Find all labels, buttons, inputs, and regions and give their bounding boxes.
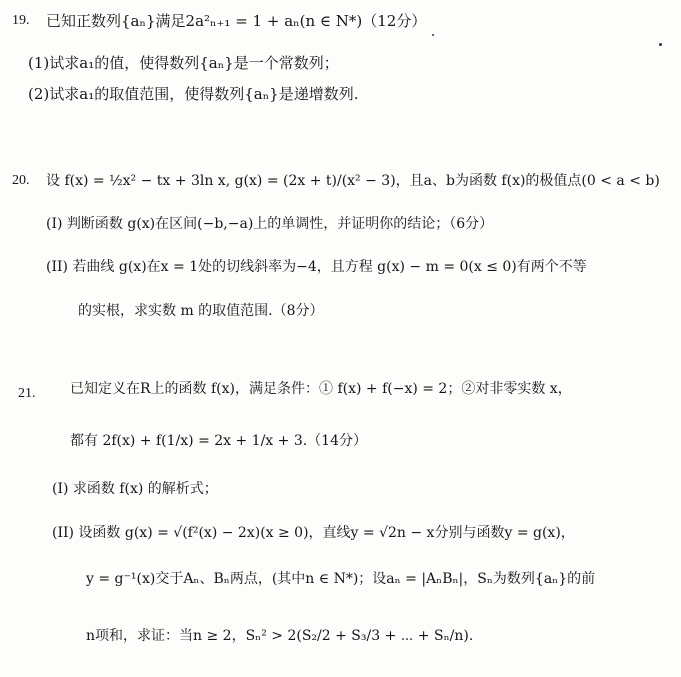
scan-speck [432,34,434,36]
q20-part1: (I) 判断函数 g(x)在区间(−b,−a)上的单调性，并证明你的结论；（6分） [46,216,494,232]
q20-part2-line2: 的实根，求实数 m 的取值范围.（8分） [78,303,324,319]
q21-part2-line3: n项和，求证：当n ≥ 2，Sₙ² > 2(S₂/2 + S₃/3 + ⋯ + Sₙ/n). [86,628,474,644]
q19-part1: (1)试求a₁的值，使得数列{aₙ}是一个常数列； [28,54,339,72]
q20-number: 20. [12,173,30,188]
q21-number: 21. [18,386,36,401]
q19-part2: (2)试求a₁的取值范围，使得数列{aₙ}是递增数列. [28,85,359,103]
q21-stem-line1: 已知定义在R上的函数 f(x)，满足条件：① f(x) + f(−x) = 2；②对非零实数 x， [70,381,572,397]
q21-part1: (I) 求函数 f(x) 的解析式； [52,481,218,497]
q21-part2-line2: y = g⁻¹(x)交于Aₙ、Bₙ两点，(其中n ∈ N*)；设aₙ = |AₙBₙ|，Sₙ为数列{aₙ}的前 [86,571,596,587]
q19-number: 19. [12,13,30,28]
q21-part2-line1: (II) 设函数 g(x) = √(f²(x) − 2x)(x ≥ 0)，直线y = √2n − x分别与函数y = g(x)， [52,525,575,541]
q21-stem-line2: 都有 2f(x) + f(1/x) = 2x + 1/x + 3.（14分） [70,433,368,449]
q20-part2-line1: (II) 若曲线 g(x)在x = 1处的切线斜率为−4，且方程 g(x) − m = 0(x ≤ 0)有两个不等 [46,259,587,275]
scan-speck [659,43,662,46]
q20-stem: 设 f(x) = ½x² − tx + 3ln x, g(x) = (2x + t)/(x² − 3)，且a、b为函数 f(x)的极值点(0 < a < b) [46,173,660,189]
q19-stem: 已知正数列{aₙ}满足2a²ₙ₊₁ = 1 + aₙ(n ∈ N*)（12分） [46,12,427,30]
